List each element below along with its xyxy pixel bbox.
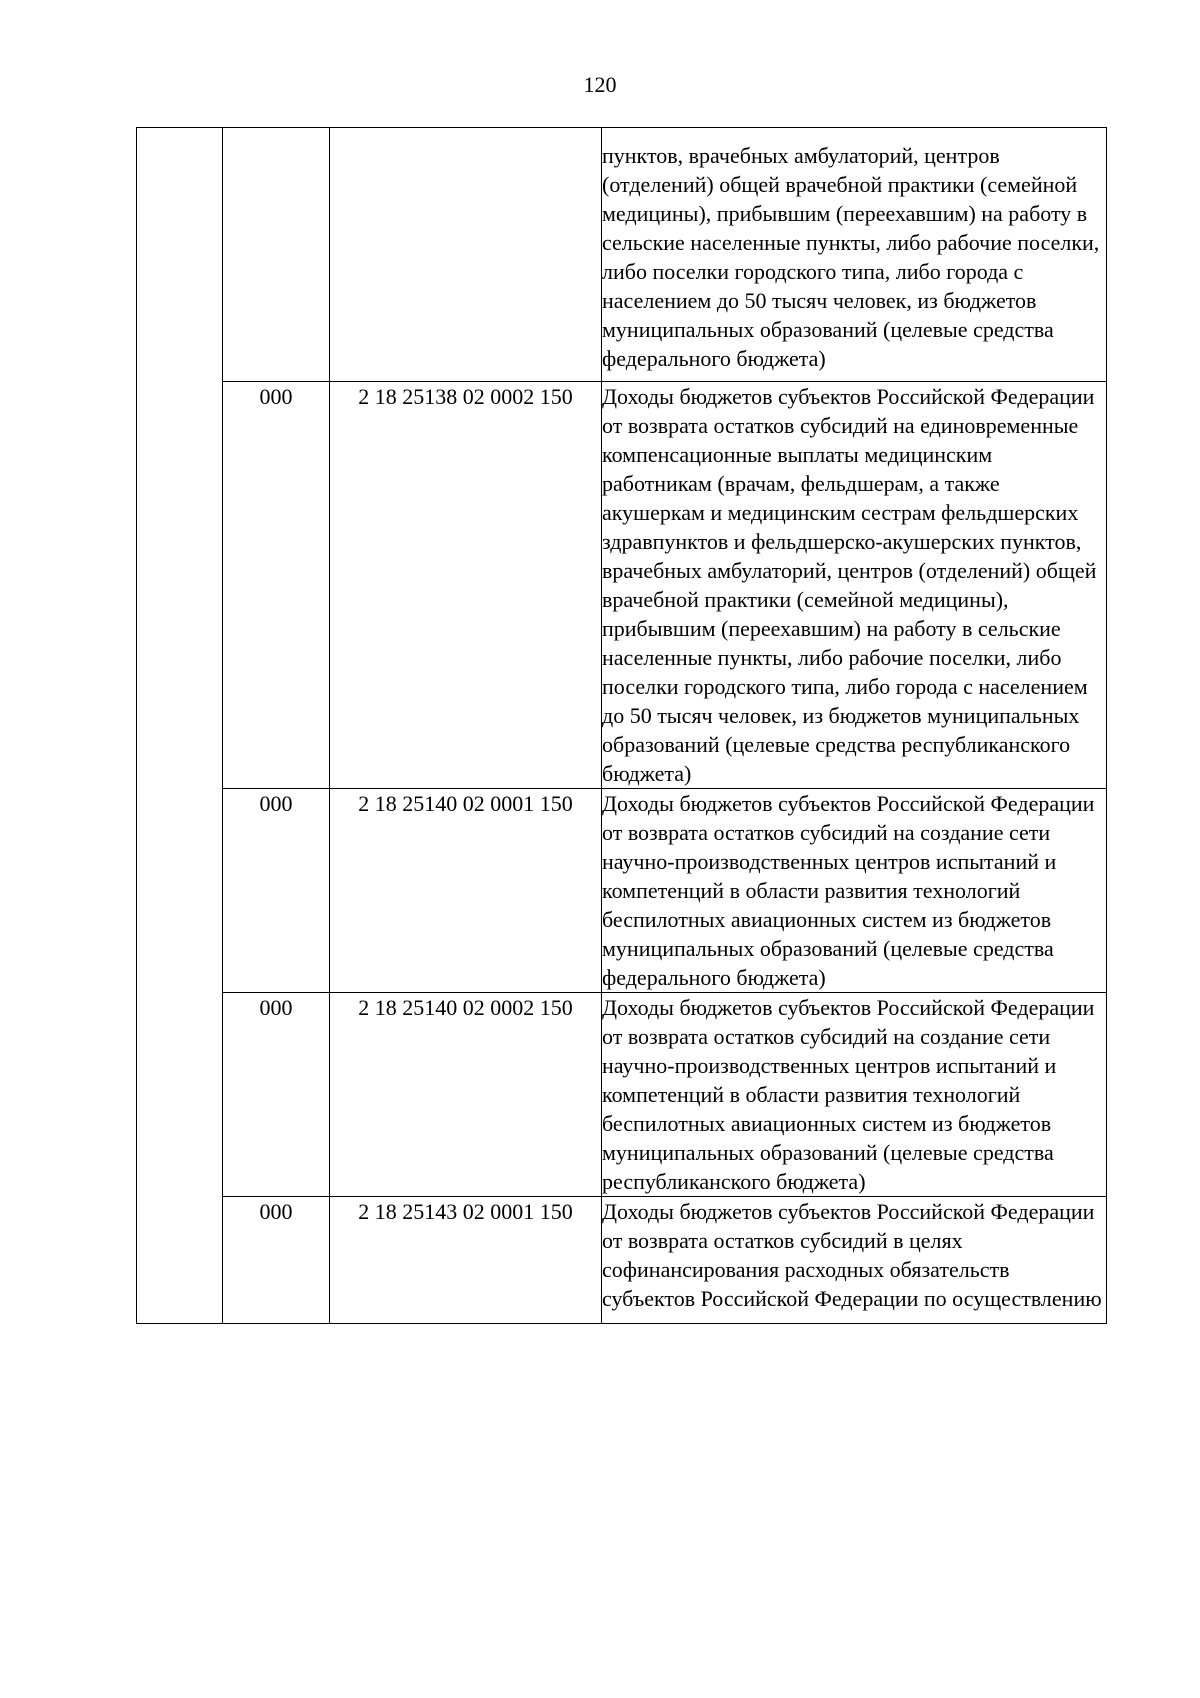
table-row bbox=[137, 382, 1107, 789]
row-number-cell bbox=[137, 382, 223, 789]
admin-code-cell bbox=[223, 128, 330, 382]
page-number: 120 bbox=[583, 72, 617, 97]
row-number-cell bbox=[137, 128, 223, 382]
admin-code-cell: 000 bbox=[223, 382, 330, 789]
admin-code-cell: 000 bbox=[223, 1197, 330, 1324]
budget-code-cell: 2 18 25138 02 0002 150 bbox=[330, 382, 602, 789]
budget-code-cell: 2 18 25140 02 0002 150 bbox=[330, 993, 602, 1197]
description-cell: пунктов, врачебных амбулаторий, центров (отделений) общей врачебной практики (семейной медицины), прибывшим (переехавшим) на работу в сельские населенные пункты, либо рабочие поселки, либо поселки городского типа, либо города с населением до 50 тысяч человек, из бюджетов муниципальных образований (целевые средства федерального бюджета) bbox=[602, 128, 1107, 382]
table-row bbox=[137, 789, 1107, 993]
description-cell: Доходы бюджетов субъектов Российской Федерации от возврата остатков субсидий в целях софинансирования расходных обязательств субъектов Российской Федерации по осуществлению bbox=[602, 1197, 1107, 1324]
budget-code-cell: 2 18 25143 02 0001 150 bbox=[330, 1197, 602, 1324]
row-number-cell bbox=[137, 1197, 223, 1324]
row-number-cell bbox=[137, 993, 223, 1197]
description-cell: Доходы бюджетов субъектов Российской Федерации от возврата остатков субсидий на создание сети научно-производственных центров испытаний и компетенций в области развития технологий беспилотных авиационных систем из бюджетов муниципальных образований (целевые средства республиканского бюджета) bbox=[602, 993, 1107, 1197]
admin-code-cell: 000 bbox=[223, 789, 330, 993]
admin-code-cell: 000 bbox=[223, 993, 330, 1197]
budget-code-cell bbox=[330, 128, 602, 382]
budget-code-cell: 2 18 25140 02 0001 150 bbox=[330, 789, 602, 993]
table-row bbox=[137, 1197, 1107, 1324]
table-row bbox=[137, 128, 1107, 382]
table-row bbox=[137, 993, 1107, 1197]
description-cell: Доходы бюджетов субъектов Российской Федерации от возврата остатков субсидий на создание сети научно-производственных центров испытаний и компетенций в области развития технологий беспилотных авиационных систем из бюджетов муниципальных образований (целевые средства федерального бюджета) bbox=[602, 789, 1107, 993]
budget-revenue-table bbox=[136, 127, 1107, 1324]
description-cell: Доходы бюджетов субъектов Российской Федерации от возврата остатков субсидий на единовременные компенсационные выплаты медицинским работникам (врачам, фельдшерам, а также акушеркам и медицинским сестрам фельдшерских здравпунктов и фельдшерско-акушерских пунктов, врачебных амбулаторий, центров (отделений) общей врачебной практики (семейной медицины), прибывшим (переехавшим) на работу в сельские населенные пункты, либо рабочие поселки, либо поселки городского типа, либо города с населением до 50 тысяч человек, из бюджетов муниципальных образований (целевые средства республиканского бюджета) bbox=[602, 382, 1107, 789]
row-number-cell bbox=[137, 789, 223, 993]
